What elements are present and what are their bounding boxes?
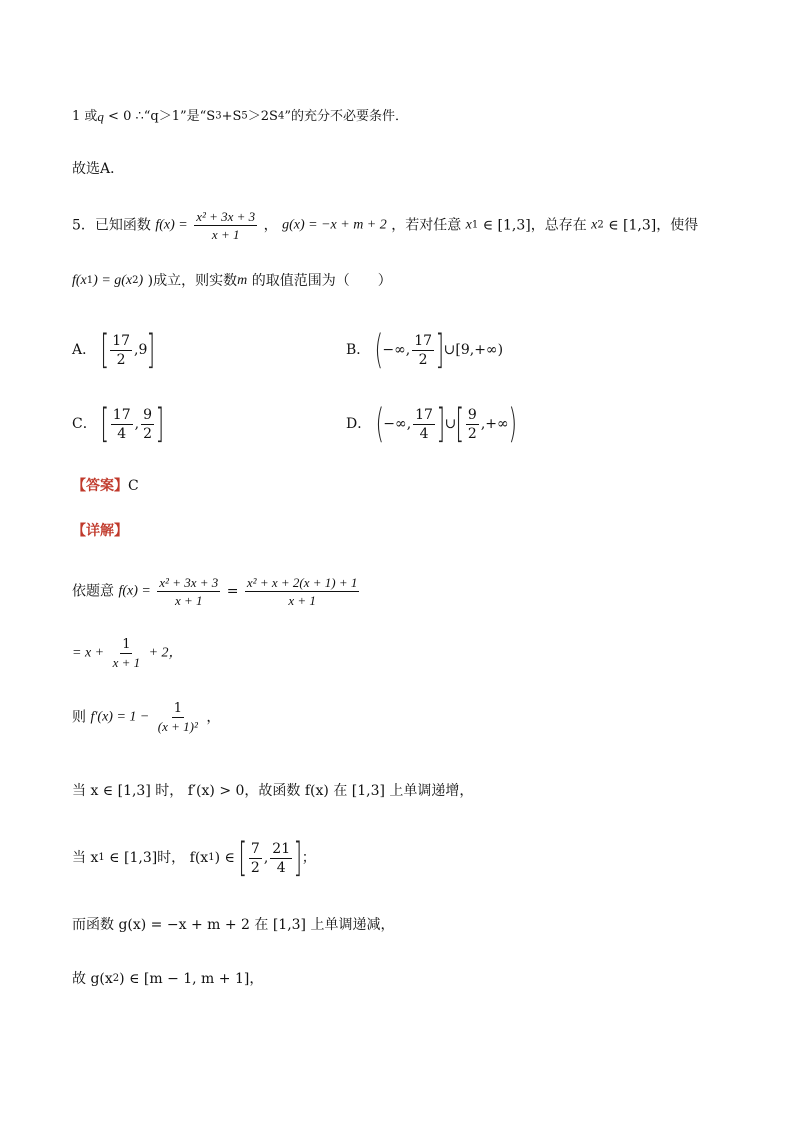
solution-step-7: 故 g(x2) ∈ [m − 1, m + 1]， (72, 971, 264, 987)
fraction: $\frac{17}{4}$ (415, 406, 433, 442)
fraction: $\frac{7}{2}$ (250, 840, 260, 876)
fraction: $\frac{17}{4}$ (112, 406, 131, 442)
solution-step-4: 当 x ∈ [1,3] 时， f′(x) > 0，故函数 f(x) 在 [1,3] 上单调递增， (72, 783, 474, 799)
detail-heading: 【详解】 (72, 523, 128, 539)
fraction: $\frac{9}{2}$ (143, 406, 152, 442)
fraction: $\frac{\text{x² + 3x + 3}}{x + 1}$ (159, 575, 219, 608)
fraction: $\frac{17}{2}$ (414, 332, 433, 368)
option-d: D． (−∞, $\frac{17}{4}$ ]∪[ $\frac{9}{2}$ ,+∞) (346, 401, 517, 447)
fraction: $\frac{1}{\text{(x + 1)²}}$ (157, 701, 198, 734)
text-line-choose: 故选A． (72, 161, 125, 177)
fraction: $\frac{\text{x² + x + 2(x + 1) + 1}}{x + 1}$ (246, 575, 358, 608)
solution-step-3: 则 f′(x) = 1 − $\frac{1}{\text{(x + 1)²}}$ ， (72, 701, 221, 734)
fraction: $\frac{9}{2}$ (467, 406, 477, 442)
solution-step-1: 依题意 f(x) = $\frac{\text{x² + 3x + 3}}{x + 1}$ = $\frac{\text{x² + x + 2(x + 1) + 1}}{x + 1}$ (72, 575, 358, 608)
answer-value: C (128, 478, 139, 494)
option-c: C． [ $\frac{17}{4}$ , $\frac{9}{2}$ ] (72, 401, 165, 447)
fraction: $\frac{\text{x² + 3x + 3}}{x + 1}$ (196, 209, 256, 242)
fraction: $\frac{21}{4}$ (272, 840, 291, 876)
fraction: $\frac{17}{2}$ (112, 332, 131, 368)
answer-line (72, 479, 139, 493)
solution-step-5: 当 x1 ∈ [1,3]时， f(x1) ∈ [ $\frac{7}{2}$ , $\frac{21}{4}$ ]； (72, 835, 316, 881)
answer-label: 【答案】 (72, 478, 128, 494)
option-a: A． [ $\frac{17}{2}$ ,9] (72, 327, 156, 373)
question-5-line-2: f(x1) = g(x2) )成立，则实数m 的取值范围为（ ） (72, 273, 392, 289)
question-5-line-1: 5．已知函数 f(x) = $\frac{\text{x² + 3x + 3}}{x + 1}$ ， g(x) = −x + m + 2 ，若对任意 x1 ∈ [1,3]，总存在 x2 ∈ [1,3]，使得 (72, 209, 699, 242)
fraction: $\frac{1}{x + 1}$ (112, 637, 141, 670)
solution-step-6: 而函数 g(x) = −x + m + 2 在 [1,3] 上单调递减， (72, 917, 395, 933)
text-line-conclusion: 1 或q < 0 ∴“q＞1”是“S3+S5＞2S4”的充分不必要条件． (72, 109, 408, 124)
option-b: B． (−∞, $\frac{17}{2}$ ]∪[9,+∞) (346, 327, 504, 373)
solution-step-2: = x + $\frac{1}{x + 1}$ + 2， (72, 637, 183, 670)
